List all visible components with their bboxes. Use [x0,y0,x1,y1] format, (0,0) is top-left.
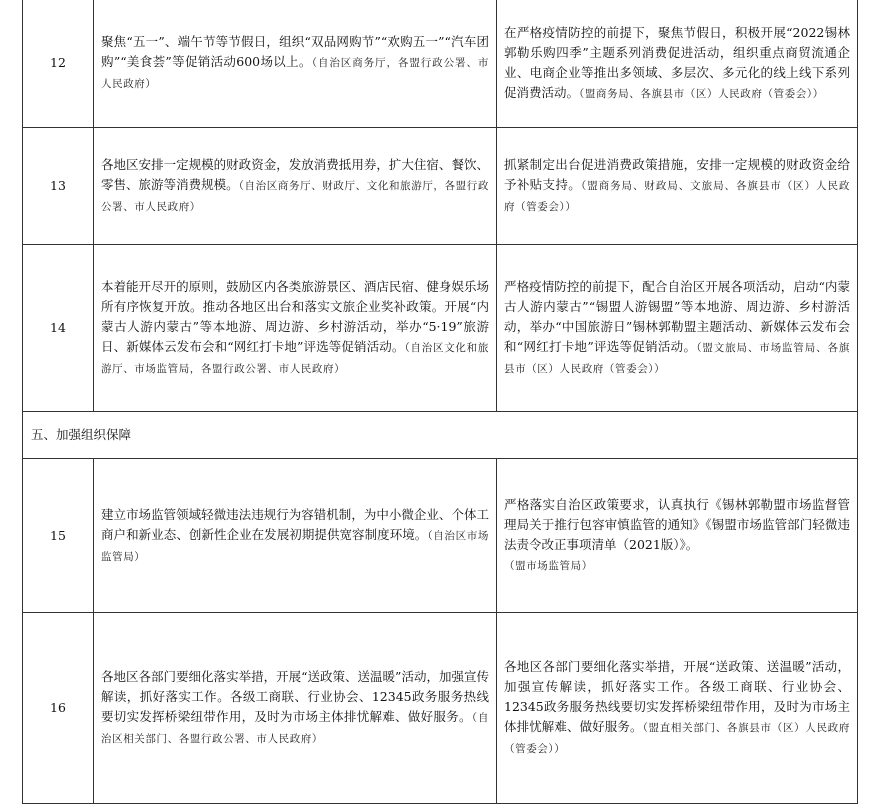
row-number: 15 [23,459,94,613]
league-measure-cell [497,128,858,245]
responsible-departments: （盟商务局、财政局、文旅局、各旗县市（区）人民政府（管委会）） [504,180,850,213]
league-measure-cell [497,0,858,128]
region-measure-cell [94,459,497,613]
responsible-departments: （自治区商务厅，各盟行政公署、市人民政府） [101,57,489,90]
table-row [23,613,858,804]
league-measure-cell [497,613,858,804]
responsible-departments: （盟商务局、各旗县市（区）人民政府（管委会）） [579,87,824,100]
table-row [23,128,858,245]
measure-text: 聚焦“五一”、端午节等节假日，组织“双品网购节”“欢购五一”“汽车团购”“美食荟”等促销活动600场以上。 [101,34,489,69]
region-measure-cell [94,0,497,128]
policy-table [22,0,858,804]
row-number: 12 [23,0,94,128]
measure-text: 本着能开尽开的原则，鼓励区内各类旅游景区、酒店民宿、健身娱乐场所有序恢复开放。推动各地区出台和落实文旅企业奖补政策。开展“内蒙古人游内蒙古”等本地游、周边游、乡村游活动，举办“5·19”旅游日、新媒体云发布会和“网红打卡地”评选等促销活动。 [101,279,489,354]
responsible-departments: （自治区市场监管局） [101,529,489,563]
table-row [23,0,858,128]
section-row [23,412,858,459]
measure-text: 各地区各部门要细化落实举措，开展“送政策、送温暖”活动，加强宣传解读，抓好落实工作。各级工商联、行业协会、12345政务服务热线要切实发挥桥梁纽带作用，及时为市场主体排忧解难、做好服务。 [504,659,850,734]
table-row [23,245,858,412]
section-heading: 五、加强组织保障 [23,412,858,459]
measure-text: 严格疫情防控的前提下，配合自治区开展各项活动，启动“内蒙古人游内蒙古”“锡盟人游锡盟”等本地游、周边游、乡村游活动，举办“中国旅游日”锡林郭勒盟主题活动、新媒体云发布会和“网红打卡地”评选等促销活动。 [504,279,850,354]
league-measure-cell [497,245,858,412]
table-row [23,459,858,613]
responsible-departments: （自治区相关部门、各盟行政公署、市人民政府） [101,712,489,745]
responsible-departments: （盟直相关部门、各旗县市（区）人民政府（管委会）） [504,722,850,755]
measure-text: 各地区安排一定规模的财政资金，发放消费抵用券，扩大住宿、餐饮、零售、旅游等消费规模。 [101,157,489,192]
measure-text: 严格落实自治区政策要求，认真执行《锡林郭勒盟市场监督管理局关于推行包容审慎监管的通知》《锡盟市场监管部门轻微违法责令改正事项清单（2021版）》。 [504,497,850,552]
measure-text: 抓紧制定出台促进消费政策措施，安排一定规模的财政资金给予补贴支持。 [504,157,850,192]
responsible-departments: （盟文旅局、市场监管局、各旗县市（区）人民政府（管委会）） [504,342,850,375]
responsible-departments: （盟市场监管局） [504,560,593,572]
row-number: 16 [23,613,94,804]
measure-text: 建立市场监管领域轻微违法违规行为容错机制，为中小微企业、个体工商户和新业态、创新性企业在发展初期提供宽容制度环境。 [101,506,489,542]
region-measure-cell [94,245,497,412]
responsible-departments: （自治区文化和旅游厅、市场监管局，各盟行政公署、市人民政府） [101,342,489,375]
region-measure-cell [94,128,497,245]
league-measure-cell [497,459,858,613]
responsible-departments: （自治区商务厅、财政厅、文化和旅游厅，各盟行政公署、市人民政府） [101,180,489,213]
measure-text: 各地区各部门要细化落实举措，开展“送政策、送温暖”活动，加强宣传解读，抓好落实工作。各级工商联、行业协会、12345政务服务热线要切实发挥桥梁纽带作用，及时为市场主体排忧解难、做好服务。 [101,669,489,724]
measure-text: 在严格疫情防控的前提下，聚焦节假日，积极开展“2022锡林郭勒乐购四季”主题系列消费促进活动，组织重点商贸流通企业、电商企业等推出多领域、多层次、多元化的线上线下系列促消费活动。 [504,24,850,100]
row-number: 13 [23,128,94,245]
region-measure-cell [94,613,497,804]
row-number: 14 [23,245,94,412]
